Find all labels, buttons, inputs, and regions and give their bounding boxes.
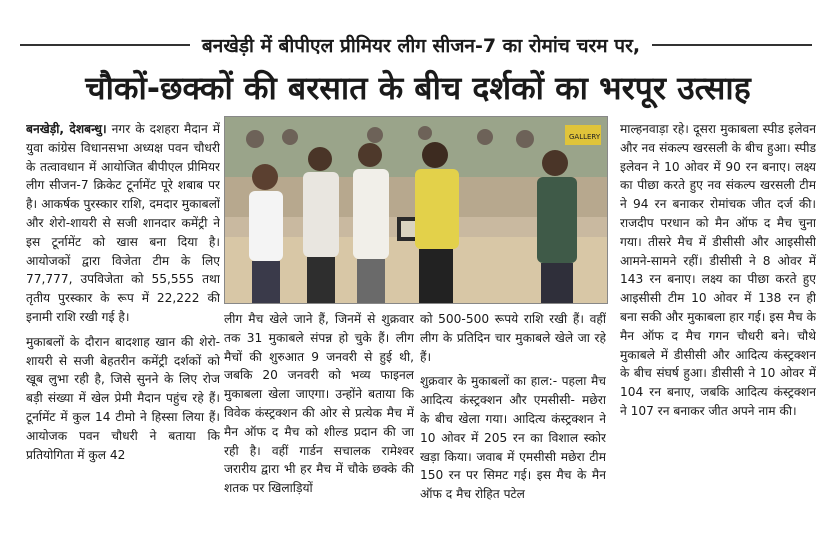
kicker-bar — [0, 30, 832, 60]
gallery-sign-text: GALLERY — [569, 133, 601, 141]
news-photo — [224, 116, 608, 304]
col1-paragraph-1 — [26, 120, 220, 327]
col2-paragraph-1: लीग मैच खेले जाने हैं, जिनमें से शुक्रवार तक 31 मुकाबले संपन्न हो चुके हैं। लीग मैचों की शुरुआत 9 जनवरी से हुई थी, जबकि 20 जनवरी को भव्य फाइनल मुकाबला खेला जाएगा। उन्होंने बताया कि विवेक कंस्ट्रक्शन की ओर से प्रत्येक मैच में मैन ऑफ द मैच को शील्ड प्रदान की जा रही है। वहीं गार्डन सचालक रामेश्वर जरारीय द्वारा भी हर मैच में चौके छक्के की शतक पर खिलाड़ियों — [224, 312, 414, 496]
article-column-2 — [224, 310, 414, 530]
col1-paragraph-2: मुकाबलों के दौरान बादशाह खान की शेरो-शायरी से सजी बेहतरीन कमेंट्री दर्शकों को खूब लुभा रही है, जिसे सुनने के लिए रोज बड़ी संख्या में खेल प्रेमी मैदान पहुंच रहे हैं। टूर्नामेंट में कुल 14 टीमो ने हिस्सा लिया हैं। आयोजक पवन चौधरी ने बताया कि प्रतियोगिता में कुल 42 — [26, 334, 220, 462]
col3-paragraph-1: को 500-500 रूपये राशि रखी हैं। वहीं लीग के प्रतिदिन चार मुकाबले खेले जा रहे हैं। — [420, 312, 606, 364]
headline: चौकों-छक्कों की बरसात के बीच दर्शकों का भरपूर उत्साह — [85, 69, 751, 107]
col1-text-1: नगर के दशहरा मैदान में युवा कांग्रेस विधानसभा अध्यक्ष पवन चौधरी के तत्वावधान में आयोजित बीपीएल प्रीमियर लीग सीजन-7 क्रिकेट टूर्नामेंट पूरे शबाब पर है। आकर्षक पुरस्कार राशि, दमदार मुकाबलों और शेरो-शायरी से सजी शानदार कमेंट्री ने इस टूर्नामेंट को खास बना दिया है। आयोजकों द्वारा विजेता टीम के लिए 77,777, उपविजेता को 55,555 तथा तृतीय पुरस्कार के रूप में 22,222 की इनामी राशि रखी गई है। — [26, 122, 220, 324]
kicker-text: बनखेड़ी में बीपीएल प्रीमियर लीग सीजन-7 का रोमांच चरम पर, — [201, 35, 641, 57]
article-column-3 — [420, 310, 606, 530]
article-column-4 — [620, 120, 816, 530]
dateline: बनखेड़ी, देशबन्धु। — [26, 122, 107, 136]
kicker-rule-right — [652, 44, 812, 46]
article-column-1 — [26, 120, 220, 530]
photo-illustration — [225, 117, 607, 303]
kicker-rule-left — [20, 44, 190, 46]
col4-paragraph-1: माल्हनवाड़ा रहे। दूसरा मुकाबला स्पीड इलेवन और नव संकल्प खरसली के बीच हुआ। स्पीड इलेवन ने 10 ओवर में 90 रन बनाए। लक्ष्य का पीछा करते हुए नव संकल्प खरसली टीम ने 94 रन बनाकर रोमांचक जीत दर्ज की। राजदीप परधान को मैन ऑफ द मैच चुना गया। तीसरे मैच में डीसीसी और आइसीसी आमने-सामने रहीं। डीसीसी ने 8 ओवर में 143 रन बनाए। लक्ष्य का पीछा करते हुए आइसीसी टीम 10 ओवर में 138 रन ही बना सकी और मुकाबला हार गई। इस मैच के मैन ऑफ द मैच गगन चौधरी बने। चौथे मुकाबले में डीसीसी और आदित्य कंस्ट्रक्शन के बीच संघर्ष हुआ। डीसीसी ने 10 ओवर में 104 रन बनाए, जबकि आदित्य कंस्ट्रक्शन ने 107 रन बनाकर जीत अपने नाम की। — [620, 122, 816, 418]
col3-paragraph-2: शुक्रवार के मुकाबलों का हाल:- पहला मैच आदित्य कंस्ट्रक्शन और एमसीसी- मछेरा के बीच खेला गया। आदित्य कंस्ट्रक्शन ने 10 ओवर में 205 रन का विशाल स्कोर खड़ा किया। जवाब में एमसीसी मछेरा टीम 150 रन पर सिमट गई। इस मैच के मैन ऑफ द मैच रोहित पटेल — [420, 374, 606, 502]
